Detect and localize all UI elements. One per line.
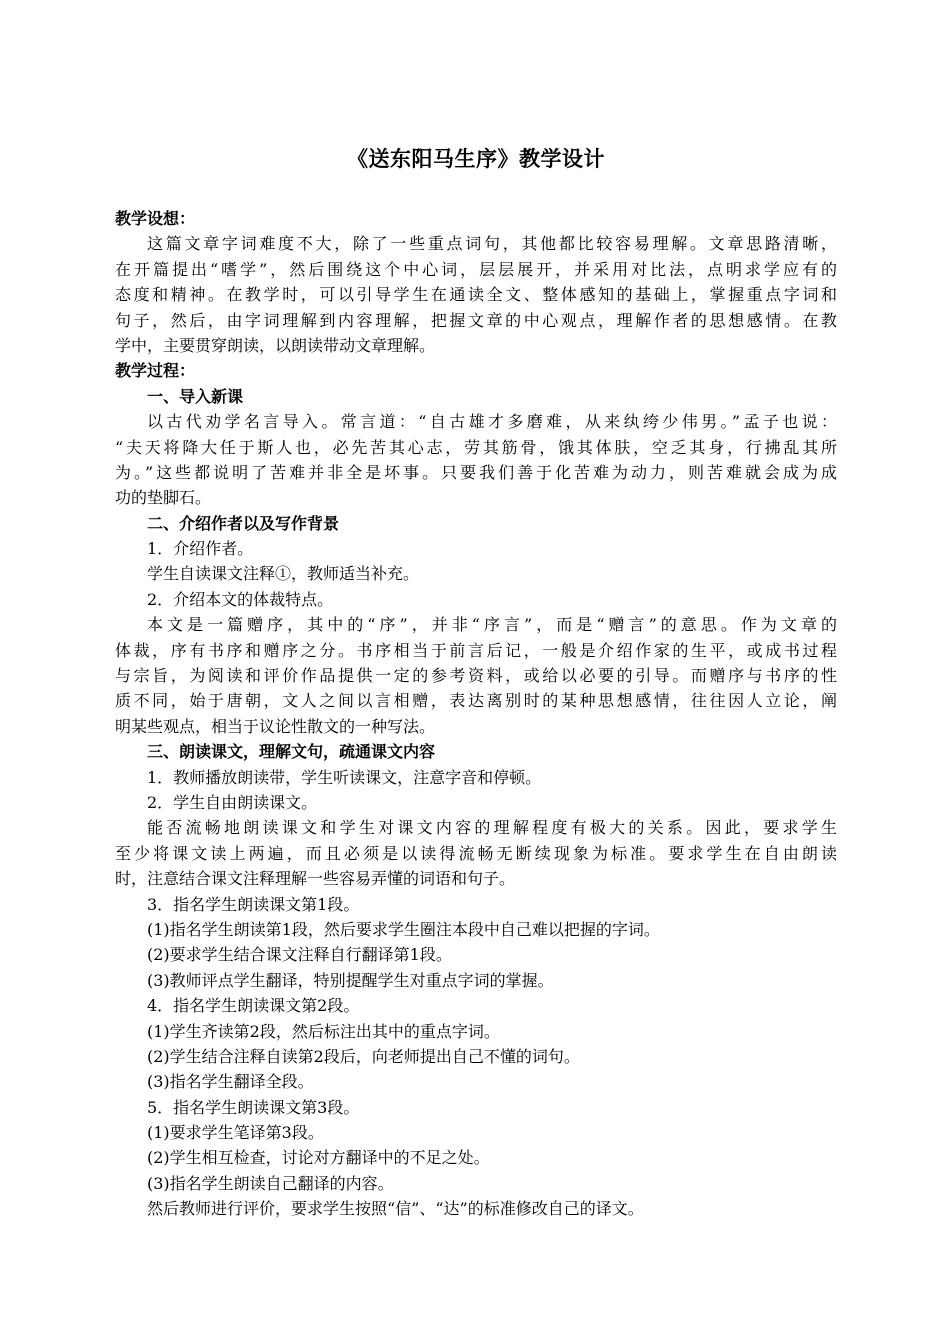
text-line: 至少将课文读上两遍，而且必须是以读得流畅无断续现象为标准。要求学生在自由朗读 bbox=[115, 843, 837, 863]
text-line: 3．指名学生朗读课文第1段。 bbox=[147, 894, 360, 914]
text-line: 学生自读课文注释①，教师适当补充。 bbox=[147, 564, 420, 584]
text-line: 然后教师进行评价，要求学生按照“信”、“达”的标准修改自己的译文。 bbox=[147, 1199, 644, 1219]
text-line: “夫天将降大任于斯人也，必先苦其心志，劳其筋骨，饿其体肤，空乏其身，行拂乱其所 bbox=[115, 437, 837, 457]
text-line: (1)指名学生朗读第1段，然后要求学生圈注本段中自己难以把握的字词。 bbox=[147, 919, 660, 939]
text-line: 2．学生自由朗读课文。 bbox=[147, 792, 318, 812]
text-line: (3)教师评点学生翻译，特别提醒学生对重点字词的掌握。 bbox=[147, 970, 554, 990]
text-line: 与宗旨，为阅读和评价作品提供一定的参考资料，或给以必要的引导。而赠序与书序的性 bbox=[115, 666, 837, 686]
text-line: 质不同，始于唐朝，文人之间以言相赠，表达离别时的某种思想感情，往往因人立论，阐 bbox=[115, 691, 837, 711]
text-line: (1)学生齐读第2段，然后标注出其中的重点字词。 bbox=[147, 1021, 500, 1041]
text-line: (1)要求学生笔译第3段。 bbox=[147, 1123, 324, 1143]
text-line: 以古代劝学名言导入。常言道：“自古雄才多磨难，从来纨绔少伟男。”孟子也说： bbox=[147, 412, 837, 432]
text-line: 1．教师播放朗读带，学生听读课文，注意字音和停顿。 bbox=[147, 767, 542, 787]
text-line: (2)要求学生结合课文注释自行翻译第1段。 bbox=[147, 945, 452, 965]
section-heading: 一、导入新课 bbox=[147, 386, 244, 406]
text-line: (3)指名学生翻译全段。 bbox=[147, 1072, 314, 1092]
text-line: 4．指名学生朗读课文第2段。 bbox=[147, 996, 360, 1016]
text-line: 功的垫脚石。 bbox=[115, 488, 212, 508]
text-line: 为。”这些都说明了苦难并非全是坏事。只要我们善于化苦难为动力，则苦难就会成为成 bbox=[115, 462, 837, 482]
text-line: 在开篇提出“嗜学”，然后围绕这个中心词，层层展开，并采用对比法，点明求学应有的 bbox=[115, 259, 837, 279]
document-body bbox=[115, 206, 837, 1222]
text-line: (3)指名学生朗读自己翻译的内容。 bbox=[147, 1173, 394, 1193]
text-line: 这篇文章字词难度不大，除了一些重点词句，其他都比较容易理解。文章思路清晰， bbox=[147, 234, 837, 254]
text-line: 学中，主要贯穿朗读，以朗读带动文章理解。 bbox=[115, 335, 436, 355]
text-line: 态度和精神。在教学时，可以引导学生在通读全文、整体感知的基础上，掌握重点字词和 bbox=[115, 285, 837, 305]
text-line: 5．指名学生朗读课文第3段。 bbox=[147, 1097, 360, 1117]
text-line: 句子，然后，由字词理解到内容理解，把握文章的中心观点，理解作者的思想感情。在教 bbox=[115, 310, 837, 330]
text-line: 体裁，序有书序和赠序之分。书序相当于前言后记，一般是介绍作家的生平，或成书过程 bbox=[115, 640, 837, 660]
text-line: 能否流畅地朗读课文和学生对课文内容的理解程度有极大的关系。因此，要求学生 bbox=[147, 818, 837, 838]
document-title: 《送东阳马生序》教学设计 bbox=[347, 146, 605, 171]
text-line: 2．介绍本文的体裁特点。 bbox=[147, 589, 334, 609]
text-line: (2)学生相互检查，讨论对方翻译中的不足之处。 bbox=[147, 1148, 490, 1168]
text-line: (2)学生结合注释自读第2段后，向老师提出自己不懂的词句。 bbox=[147, 1046, 580, 1066]
section-heading: 教学过程： bbox=[115, 361, 196, 381]
text-line: 本文是一篇赠序，其中的“序”，并非“序言”，而是“赠言”的意思。作为文章的 bbox=[147, 615, 837, 635]
text-line: 1．介绍作者。 bbox=[147, 539, 254, 559]
section-heading: 三、朗读课文，理解文句，疏通课文内容 bbox=[147, 742, 436, 762]
section-heading: 二、介绍作者以及写作背景 bbox=[147, 513, 340, 533]
text-line: 时，注意结合课文注释理解一些容易弄懂的词语和句子。 bbox=[115, 869, 516, 889]
section-heading: 教学设想： bbox=[115, 209, 196, 228]
text-line: 明某些观点，相当于议论性散文的一种写法。 bbox=[115, 716, 436, 736]
